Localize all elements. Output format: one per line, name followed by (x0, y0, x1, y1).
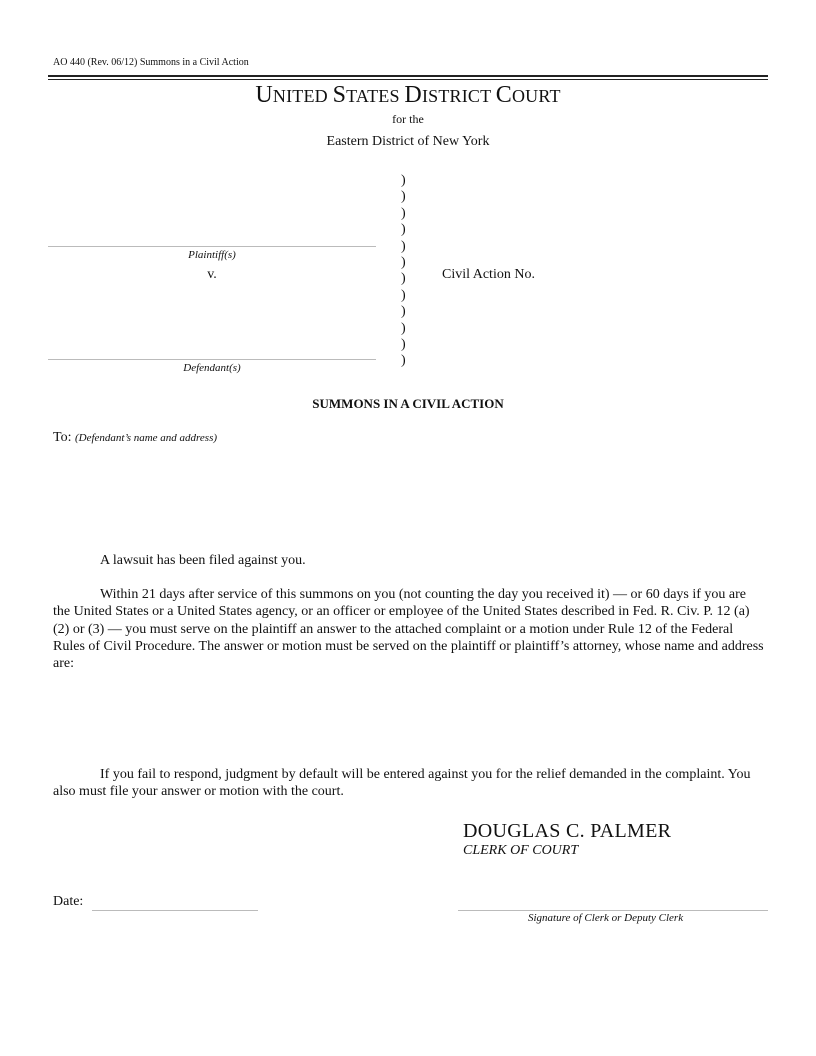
clerk-name: DOUGLAS C. PALMER (463, 820, 672, 842)
header-rule-thick (48, 75, 768, 77)
paren: ) (401, 238, 406, 254)
paren: ) (401, 271, 406, 287)
plaintiff-field[interactable] (48, 246, 376, 247)
defendant-field[interactable] (48, 359, 376, 360)
paren: ) (401, 205, 406, 221)
caption-divider (401, 173, 413, 370)
paren: ) (401, 189, 406, 205)
paren: ) (401, 222, 406, 238)
paren: ) (401, 320, 406, 336)
form-id: AO 440 (Rev. 06/12) Summons in a Civil Action (53, 57, 249, 68)
header-rule-thin (48, 79, 768, 80)
to-label: To: (53, 430, 72, 445)
paren: ) (401, 353, 406, 369)
to-line (53, 430, 217, 446)
paragraph-lawsuit-filed: A lawsuit has been filed against you. (100, 553, 306, 568)
paragraph-response-deadline: Within 21 days after service of this summons on you (not counting the day you received it) — or 60 days if you are the United States or a United States agency, or an officer or employee of the United States described in Fed. R. Civ. P. 12 (a)(2) or (3) — you must serve on the plaintiff an answer to the attached complaint or a motion under Rule 12 of the Federal Rules of Civil Procedure. The answer or motion must be served on the plaintiff or plaintiff’s attorney, whose name and address are: (53, 587, 764, 672)
for-the-label: for the (392, 112, 424, 126)
paragraph-default-judgment: If you fail to respond, judgment by default will be entered against you for the relief demanded in the complaint. You also must file your answer or motion with the court. (53, 767, 751, 800)
clerk-title: CLERK OF COURT (463, 843, 579, 858)
defendant-label: Defendant(s) (183, 362, 241, 374)
paren: ) (401, 337, 406, 353)
court-title: UNITED STATES DISTRICT COURT (255, 82, 561, 108)
plaintiff-label: Plaintiff(s) (188, 249, 236, 261)
paren: ) (401, 287, 406, 303)
paren: ) (401, 173, 406, 188)
signature-field[interactable] (458, 910, 768, 911)
summons-heading: SUMMONS IN A CIVIL ACTION (312, 396, 504, 411)
paren: ) (401, 304, 406, 320)
district-name: Eastern District of New York (326, 134, 490, 149)
to-hint: (Defendant’s name and address) (74, 432, 218, 444)
date-label: Date: (53, 894, 84, 909)
signature-label: Signature of Clerk or Deputy Clerk (528, 912, 684, 924)
paren: ) (401, 255, 406, 271)
date-field[interactable] (92, 910, 258, 911)
civil-action-label: Civil Action No. (442, 267, 535, 282)
versus-label: v. (207, 267, 217, 282)
